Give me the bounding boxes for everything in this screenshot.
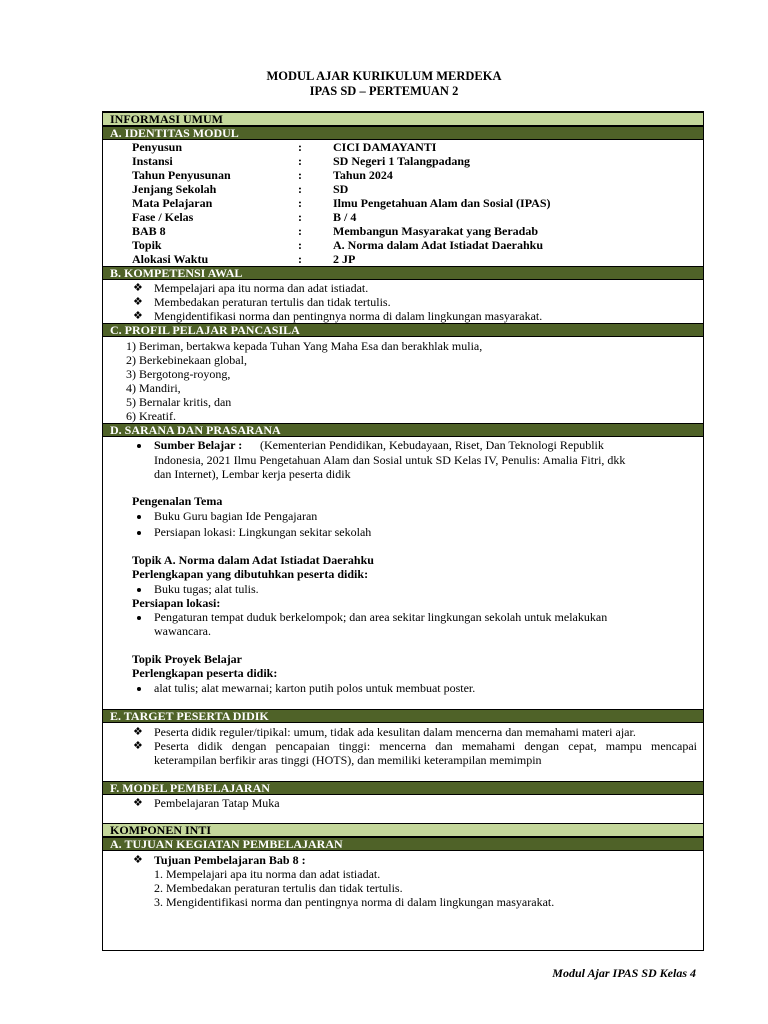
value-topik: A. Norma dalam Adat Istiadat Daerahku — [333, 238, 544, 252]
list-item: Buku tugas; alat tulis. — [154, 582, 259, 596]
bullet-icon — [137, 687, 141, 691]
section-kompetensi-awal: B. KOMPETENSI AWAL — [103, 266, 703, 280]
topik-proyek-title: Topik Proyek Belajar — [132, 652, 243, 666]
list-item: Mempelajari apa itu norma dan adat istiadat. — [154, 281, 369, 295]
pengenalan-tema-title: Pengenalan Tema — [132, 494, 223, 508]
list-item: Pembelajaran Tatap Muka — [154, 796, 280, 810]
bullet-icon — [137, 588, 141, 592]
label-penyusun: Penyusun — [132, 140, 183, 154]
list-item: 2) Berkebinekaan global, — [126, 353, 247, 367]
diamond-bullet-icon: ❖ — [133, 310, 143, 322]
diamond-bullet-icon: ❖ — [133, 797, 143, 809]
value-penyusun: CICI DAMAYANTI — [333, 140, 437, 154]
label-bab: BAB 8 — [132, 224, 166, 238]
value-instansi: SD Negeri 1 Talangpadang — [333, 154, 471, 168]
document-title: MODUL AJAR KURIKULUM MERDEKA — [266, 69, 502, 83]
section-komponen-inti: KOMPONEN INTI — [103, 823, 703, 837]
section-profil-pancasila: C. PROFIL PELAJAR PANCASILA — [103, 323, 703, 337]
sep: : — [298, 238, 302, 252]
list-item: Membedakan peraturan tertulis dan tidak tertulis. — [154, 295, 391, 309]
value-tahun: Tahun 2024 — [333, 168, 393, 182]
label-tahun: Tahun Penyusunan — [132, 168, 231, 182]
section-target-peserta: E. TARGET PESERTA DIDIK — [103, 709, 703, 723]
list-item: 3. Mengidentifikasi norma dan pentingnya norma di dalam lingkungan masyarakat. — [154, 895, 555, 909]
bullet-icon — [137, 444, 141, 448]
sep: : — [298, 252, 302, 266]
tujuan-title: Tujuan Pembelajaran Bab 8 : — [154, 853, 306, 867]
list-item: 6) Kreatif. — [126, 409, 176, 423]
value-alokasi: 2 JP — [333, 252, 356, 266]
list-item: Buku Guru bagian Ide Pengajaran — [154, 509, 318, 523]
value-jenjang: SD — [333, 182, 349, 196]
section-informasi-umum: INFORMASI UMUM — [103, 112, 703, 126]
bullet-icon — [137, 616, 141, 620]
sep: : — [298, 140, 302, 154]
diamond-bullet-icon: ❖ — [133, 740, 143, 752]
persiapan-lokasi-title: Persiapan lokasi: — [132, 596, 221, 610]
label-jenjang: Jenjang Sekolah — [132, 182, 217, 196]
label-instansi: Instansi — [132, 154, 173, 168]
bullet-icon — [137, 515, 141, 519]
diamond-bullet-icon: ❖ — [133, 296, 143, 308]
label-fase: Fase / Kelas — [132, 210, 194, 224]
sep: : — [298, 196, 302, 210]
list-item: Peserta didik reguler/tipikal: umum, tidak ada kesulitan dalam mencerna dan memahami materi ajar. — [154, 725, 636, 739]
sumber-belajar-text: Indonesia, 2021 Ilmu Pengetahuan Alam dan Sosial untuk SD Kelas IV, Penulis: Amalia Fitri, dkk — [154, 453, 626, 467]
section-model-pembelajaran: F. MODEL PEMBELAJARAN — [103, 781, 703, 795]
sep: : — [298, 182, 302, 196]
list-item: Mengidentifikasi norma dan pentingnya norma di dalam lingkungan masyarakat. — [154, 309, 543, 323]
value-fase: B / 4 — [333, 210, 357, 224]
sep: : — [298, 154, 302, 168]
section-tujuan-kegiatan: A. TUJUAN KEGIATAN PEMBELAJARAN — [103, 837, 703, 851]
sep: : — [298, 168, 302, 182]
section-identitas-modul: A. IDENTITAS MODUL — [103, 126, 703, 140]
list-item: 3) Bergotong-royong, — [126, 367, 231, 381]
list-item: 2. Membedakan peraturan tertulis dan tidak tertulis. — [154, 881, 403, 895]
topik-a-title: Topik A. Norma dalam Adat Istiadat Daerahku — [132, 553, 374, 567]
section-sarana-prasarana: D. SARANA DAN PRASARANA — [103, 423, 703, 437]
perlengkapan-title: Perlengkapan yang dibutuhkan peserta didik: — [132, 567, 369, 581]
list-item: 4) Mandiri, — [126, 381, 181, 395]
list-item: wawancara. — [154, 624, 211, 638]
diamond-bullet-icon: ❖ — [133, 854, 143, 866]
diamond-bullet-icon: ❖ — [133, 726, 143, 738]
list-item: 1) Beriman, bertakwa kepada Tuhan Yang Maha Esa dan berakhlak mulia, — [126, 339, 483, 353]
list-item: alat tulis; alat mewarnai; karton putih polos untuk membuat poster. — [154, 681, 476, 695]
page-footer: Modul Ajar IPAS SD Kelas 4 — [552, 966, 696, 980]
label-topik: Topik — [132, 238, 162, 252]
list-item: 1. Mempelajari apa itu norma dan adat istiadat. — [154, 867, 381, 881]
list-item: Pengaturan tempat duduk berkelompok; dan area sekitar lingkungan sekolah untuk melakukan — [154, 610, 608, 624]
document-subtitle: IPAS SD – PERTEMUAN 2 — [309, 84, 459, 98]
sep: : — [298, 210, 302, 224]
list-item: Peserta didik dengan pencapaian tinggi: mencerna dan memahami dengan cepat, mampu mencapai — [154, 739, 697, 753]
sumber-belajar-label: Sumber Belajar : — [154, 438, 243, 452]
diamond-bullet-icon: ❖ — [133, 282, 143, 294]
sumber-belajar-text: (Kementerian Pendidikan, Kebudayaan, Riset, Dan Teknologi Republik — [260, 438, 604, 452]
list-item: 5) Bernalar kritis, dan — [126, 395, 232, 409]
list-item: keterampilan berfikir aras tinggi (HOTS), dan memiliki keterampilan memimpin — [154, 753, 542, 767]
label-mapel: Mata Pelajaran — [132, 196, 213, 210]
label-alokasi: Alokasi Waktu — [132, 252, 209, 266]
value-bab: Membangun Masyarakat yang Beradab — [333, 224, 539, 238]
perlengkapan-peserta-title: Perlengkapan peserta didik: — [132, 666, 278, 680]
list-item: Persiapan lokasi: Lingkungan sekitar sekolah — [154, 525, 372, 539]
sep: : — [298, 224, 302, 238]
bullet-icon — [137, 531, 141, 535]
value-mapel: Ilmu Pengetahuan Alam dan Sosial (IPAS) — [333, 196, 551, 210]
sumber-belajar-text: dan Internet), Lembar kerja peserta didik — [154, 467, 351, 481]
